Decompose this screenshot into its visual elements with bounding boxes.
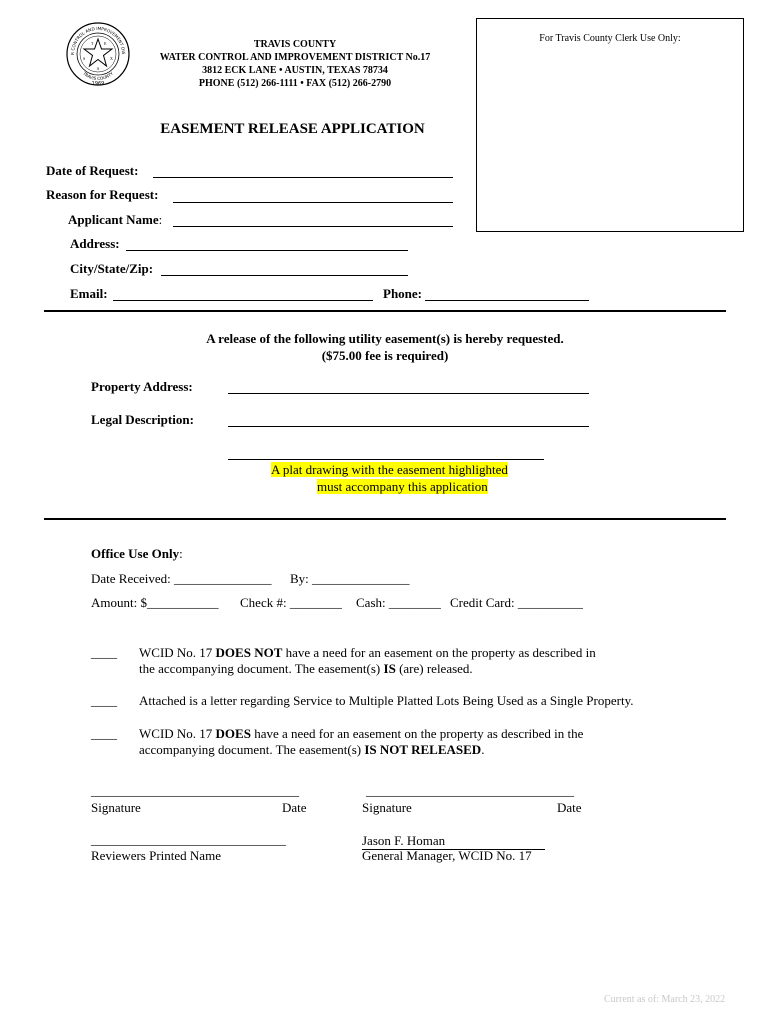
legal-description-field-2[interactable]	[228, 459, 544, 460]
district-date-label: Date	[557, 800, 582, 815]
option-does-text	[139, 726, 583, 758]
clerk-use-label: For Travis County Clerk Use Only:	[539, 33, 681, 44]
date-of-request-field[interactable]	[153, 177, 453, 178]
header-address: 3812 ECK LANE • AUSTIN, TEXAS 78734	[202, 65, 388, 76]
reviewer-name-label: Reviewers Printed Name	[91, 848, 221, 863]
district-signature-label: Signature	[362, 800, 412, 815]
letterhead	[150, 38, 440, 90]
clerk-use-box	[476, 18, 744, 232]
seal-letter: A	[96, 66, 100, 71]
plat-notice-text: A plat drawing with the easement highlighted	[271, 462, 508, 477]
section-divider	[44, 310, 726, 312]
applicant-date-label: Date	[282, 800, 307, 815]
cash-field[interactable]: Cash: ________	[356, 595, 441, 610]
office-use-title: Office Use Only	[91, 546, 180, 561]
option-multiple-lots-text: Attached is a letter regarding Service to Multiple Platted Lots Being Used as a Single Property.	[139, 693, 634, 708]
applicant-signature-line[interactable]: ________________________________	[91, 783, 299, 798]
received-by-field[interactable]: By: _______________	[290, 571, 410, 586]
date-received-field[interactable]: Date Received: _______________	[91, 571, 272, 586]
seal-letter: T	[91, 41, 94, 46]
legal-description-field[interactable]	[228, 426, 589, 427]
applicant-name-colon: :	[158, 212, 163, 227]
applicant-name-label	[68, 211, 162, 229]
city-state-zip-field[interactable]	[161, 275, 408, 276]
header-county: TRAVIS COUNTY	[253, 39, 337, 50]
option-emphasis: DOES NOT	[215, 645, 283, 660]
star-icon	[84, 39, 112, 66]
plat-notice-line2	[317, 478, 488, 496]
option-text: have a need for an easement on the property as described in	[282, 645, 596, 660]
reason-for-request-field[interactable]	[173, 202, 453, 203]
seal-year: 1969	[91, 81, 105, 87]
office-use-colon: :	[179, 546, 183, 561]
fee-notice: ($75.00 fee is required)	[321, 348, 449, 363]
option-text: WCID No. 17	[139, 726, 216, 741]
option-emphasis: DOES	[215, 726, 251, 741]
property-address-label: Property Address:	[91, 379, 193, 394]
address-field[interactable]	[126, 250, 408, 251]
legal-description-label: Legal Description:	[91, 412, 194, 427]
email-label: Email:	[70, 286, 108, 301]
city-state-zip-label: City/State/Zip:	[70, 261, 154, 276]
address-label: Address:	[70, 236, 120, 251]
phone-field[interactable]	[425, 300, 589, 301]
option-does-not-text	[139, 645, 596, 677]
district-signature-line[interactable]: ________________________________	[366, 783, 574, 798]
header-district: WATER CONTROL AND IMPROVEMENT DISTRICT No.17	[159, 52, 431, 63]
email-field[interactable]	[113, 300, 373, 301]
seal-bottom-text: TRAVIS COUNTY	[82, 70, 114, 82]
option-emphasis: IS	[383, 661, 396, 676]
option-does-blank[interactable]: ____	[91, 726, 117, 741]
option-text: WCID No. 17	[139, 645, 216, 660]
option-text: the accompanying document. The easement(s)	[139, 661, 384, 676]
section-divider	[44, 518, 726, 520]
seal-letter: S	[83, 56, 86, 61]
general-manager-title: General Manager, WCID No. 17	[362, 848, 532, 863]
revision-date: Current as of: March 23, 2022	[604, 994, 726, 1005]
option-emphasis: IS NOT RELEASED	[364, 742, 482, 757]
release-request-statement	[120, 330, 650, 364]
option-text: have a need for an easement on the property as described in the	[250, 726, 584, 741]
phone-label: Phone:	[383, 286, 422, 301]
general-manager-name: Jason F. Homan	[362, 833, 545, 850]
reason-for-request-label: Reason for Request:	[46, 187, 159, 202]
district-seal	[66, 14, 130, 94]
header-phone-fax: PHONE (512) 266-1111 • FAX (512) 266-2790	[198, 78, 392, 89]
page-title: EASEMENT RELEASE APPLICATION	[160, 121, 425, 137]
amount-field[interactable]: Amount: $___________	[91, 595, 219, 610]
release-request-line: A release of the following utility easement(s) is hereby requested.	[206, 331, 564, 346]
option-text: (are) released.	[395, 661, 473, 676]
option-multiple-lots-blank[interactable]: ____	[91, 693, 117, 708]
reviewer-name-line[interactable]: ______________________________	[91, 832, 286, 847]
applicant-signature-label: Signature	[91, 800, 141, 815]
applicant-name-text: Applicant Name	[68, 212, 159, 227]
applicant-name-field[interactable]	[173, 226, 453, 227]
option-does-not-blank[interactable]: ____	[91, 645, 117, 660]
credit-card-field[interactable]: Credit Card: __________	[450, 595, 583, 610]
option-text: .	[481, 742, 485, 757]
date-of-request-label: Date of Request:	[46, 163, 139, 178]
check-number-field[interactable]: Check #: ________	[240, 595, 342, 610]
option-text: accompanying document. The easement(s)	[139, 742, 365, 757]
plat-notice-line1	[271, 461, 508, 479]
seal-letter: E	[104, 41, 107, 46]
office-use-heading	[91, 545, 183, 563]
seal-letter: X	[110, 56, 113, 61]
plat-notice-text: must accompany this application	[317, 479, 488, 494]
seal-top-text: R CONTROL AND IMPROVEMENT DIS	[69, 25, 127, 56]
property-address-field[interactable]	[228, 393, 589, 394]
